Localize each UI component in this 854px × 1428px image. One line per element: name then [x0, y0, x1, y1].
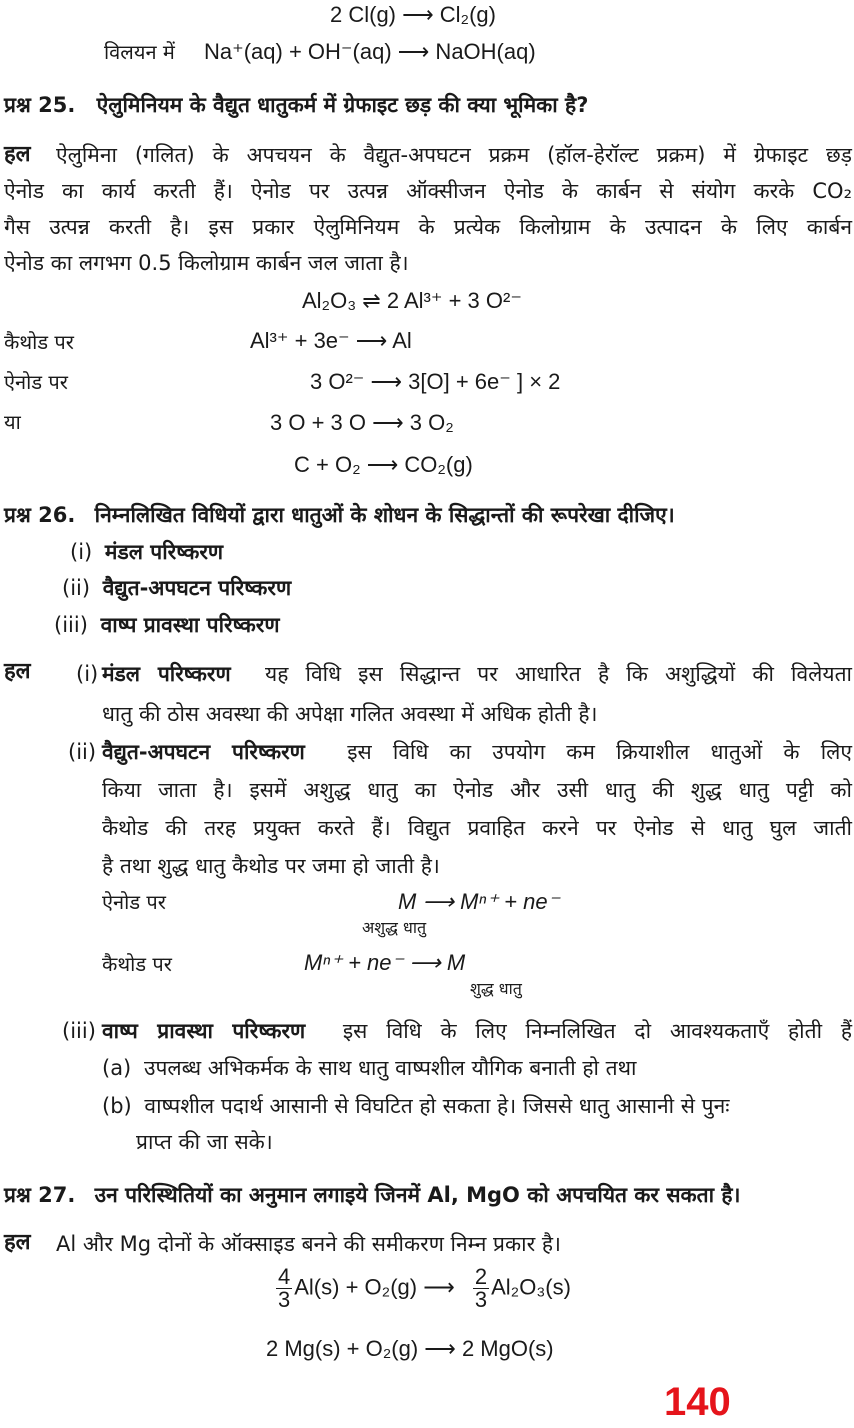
answer-number: (iii)	[62, 1019, 96, 1043]
page-number: 140	[664, 1380, 731, 1424]
equation-anode: 3 O²⁻ ⟶ 3[O] + 6e⁻ ] × 2	[310, 369, 561, 394]
question-text: ऐलुमिनियम के वैद्युत धातुकर्म में ग्रेफाइट छड़ की क्या भूमिका है?	[96, 93, 589, 117]
item-text: मंडल परिष्करण	[104, 540, 224, 564]
answer-line	[102, 660, 852, 688]
fraction-denominator: 3	[278, 1287, 291, 1312]
question-text: उन परिस्थितियों का अनुमान लगाइये जिनमें Al, MgO को अपचयित कर सकता है।	[94, 1183, 741, 1207]
answer-line: ऐलुमिना (गलित) के अपचयन के वैद्युत-अपघटन प्रक्रम (हॉल-हेरॉल्ट प्रक्रम) में ग्रेफाइट छड़	[56, 143, 852, 167]
question-25	[4, 90, 588, 120]
sub-item	[102, 1092, 730, 1120]
item-text: वैद्युत-अपघटन परिष्करण	[102, 576, 292, 600]
equation-anode: M ⟶ Mⁿ⁺ + ne⁻	[398, 889, 560, 914]
anode-label: ऐनोड पर	[102, 890, 166, 914]
fraction	[276, 1266, 292, 1311]
answer-line: है तथा शुद्ध धातु कैथोड पर जमा हो जाती है।	[102, 854, 440, 878]
list-item	[70, 538, 223, 566]
equation-aluminium-oxide	[276, 1266, 571, 1311]
answer-number: (ii)	[68, 740, 97, 764]
question-27	[4, 1180, 741, 1210]
answer-text: इस विधि के लिए निम्नलिखित दो आवश्यकताएँ होती हैं	[342, 1019, 852, 1043]
answer-title: वैद्युत-अपघटन परिष्करण	[102, 740, 305, 764]
equation-cathode: Mⁿ⁺ + ne⁻ ⟶ M	[304, 950, 466, 975]
equation-note: अशुद्ध धातु	[362, 918, 427, 937]
answer-line	[102, 738, 852, 766]
answer-label: हल	[4, 659, 31, 684]
equation-magnesium-oxide: 2 Mg(s) + O₂(g) ⟶ 2 MgO(s)	[266, 1336, 554, 1361]
answer-label: हल	[4, 1230, 31, 1255]
question-label: प्रश्न 26.	[4, 503, 76, 527]
fraction-denominator: 3	[474, 1287, 488, 1312]
sub-item-text: प्राप्त की जा सके।	[136, 1130, 273, 1154]
answer-line: Al और Mg दोनों के ऑक्साइड बनने की समीकरण निम्न प्रकार है।	[56, 1232, 561, 1256]
answer-line: गैस उत्पन्न करती है। इस प्रकार ऐलुमिनियम के प्रत्येक किलोग्राम के उत्पादन के लिए कार्बन	[4, 215, 852, 239]
sub-item-text: उपलब्ध अभिकर्मक के साथ धातु वाष्पशील यौगिक बनाती हो तथा	[143, 1056, 637, 1080]
solution-label: विलयन में	[104, 40, 175, 64]
answer-line: कैथोड की तरह प्रयुक्त करते हैं। विद्युत प्रवाहित करने पर ऐनोड से धातु घुल जाती	[102, 816, 852, 840]
cathode-label: कैथोड पर	[102, 952, 172, 976]
answer-number: (i)	[76, 662, 99, 686]
item-number: (iii)	[54, 613, 88, 637]
answer-text: इस विधि का उपयोग कम क्रियाशील धातुओं के लिए	[347, 740, 853, 764]
equation-part: Al(s) + O₂(g) ⟶	[294, 1274, 455, 1300]
item-number: (i)	[70, 540, 93, 564]
or-label: या	[4, 410, 21, 434]
fraction-numerator: 4	[278, 1264, 291, 1289]
answer-line: ऐनोड का कार्य करती हैं। ऐनोड पर उत्पन्न ऑक्सीजन ऐनोड के कार्बन से संयोग करके CO₂	[4, 179, 852, 203]
question-text: निम्नलिखित विधियों द्वारा धातुओं के शोधन के सिद्धान्तों की रूपरेखा दीजिए।	[94, 503, 675, 527]
answer-line: ऐनोड का लगभग 0.5 किलोग्राम कार्बन जल जाता है।	[4, 251, 409, 275]
answer-line: धातु की ठोस अवस्था की अपेक्षा गलित अवस्था में अधिक होती है।	[102, 702, 598, 726]
answer-line: किया जाता है। इसमें अशुद्ध धातु का ऐनोड और उसी धातु की शुद्ध धातु पट्टी को	[102, 778, 852, 802]
equation-naoh: Na⁺(aq) + OH⁻(aq) ⟶ NaOH(aq)	[204, 39, 536, 64]
list-item	[54, 611, 280, 639]
sub-item	[102, 1054, 636, 1082]
answer-line	[102, 1017, 852, 1045]
question-26	[4, 500, 675, 530]
anode-label: ऐनोड पर	[4, 370, 68, 394]
cathode-label: कैथोड पर	[4, 330, 74, 354]
equation-part: Al₂O₃(s)	[491, 1274, 571, 1300]
answer-title: वाष्प प्रावस्था परिष्करण	[102, 1019, 306, 1043]
list-item	[62, 574, 291, 602]
question-label: प्रश्न 25.	[4, 93, 76, 117]
item-number: (ii)	[62, 576, 91, 600]
fraction	[473, 1266, 489, 1311]
sub-item-text: वाष्पशील पदार्थ आसानी से विघटित हो सकता हे। जिससे धातु आसानी से पुनः	[144, 1094, 730, 1118]
sub-item-number: (a)	[102, 1056, 132, 1080]
equation-oxygen: 3 O + 3 O ⟶ 3 O₂	[270, 410, 454, 435]
equation-chlorine: 2 Cl(g) ⟶ Cl₂(g)	[330, 2, 496, 27]
question-label: प्रश्न 27.	[4, 1183, 76, 1207]
sub-item-number: (b)	[102, 1094, 132, 1118]
equation-cathode: Al³⁺ + 3e⁻ ⟶ Al	[250, 328, 412, 353]
equation-note: शुद्ध धातु	[470, 979, 522, 998]
answer-title: मंडल परिष्करण	[102, 662, 231, 686]
answer-label: हल	[4, 142, 31, 167]
item-text: वाष्प प्रावस्था परिष्करण	[100, 613, 280, 637]
answer-text: यह विधि इस सिद्धान्त पर आधारित है कि अशुद्धियों की विलेयता	[265, 662, 852, 686]
equation-carbon: C + O₂ ⟶ CO₂(g)	[294, 452, 473, 477]
equation-dissociation: Al₂O₃ ⇌ 2 Al³⁺ + 3 O²⁻	[302, 288, 522, 313]
fraction-numerator: 2	[474, 1264, 488, 1289]
